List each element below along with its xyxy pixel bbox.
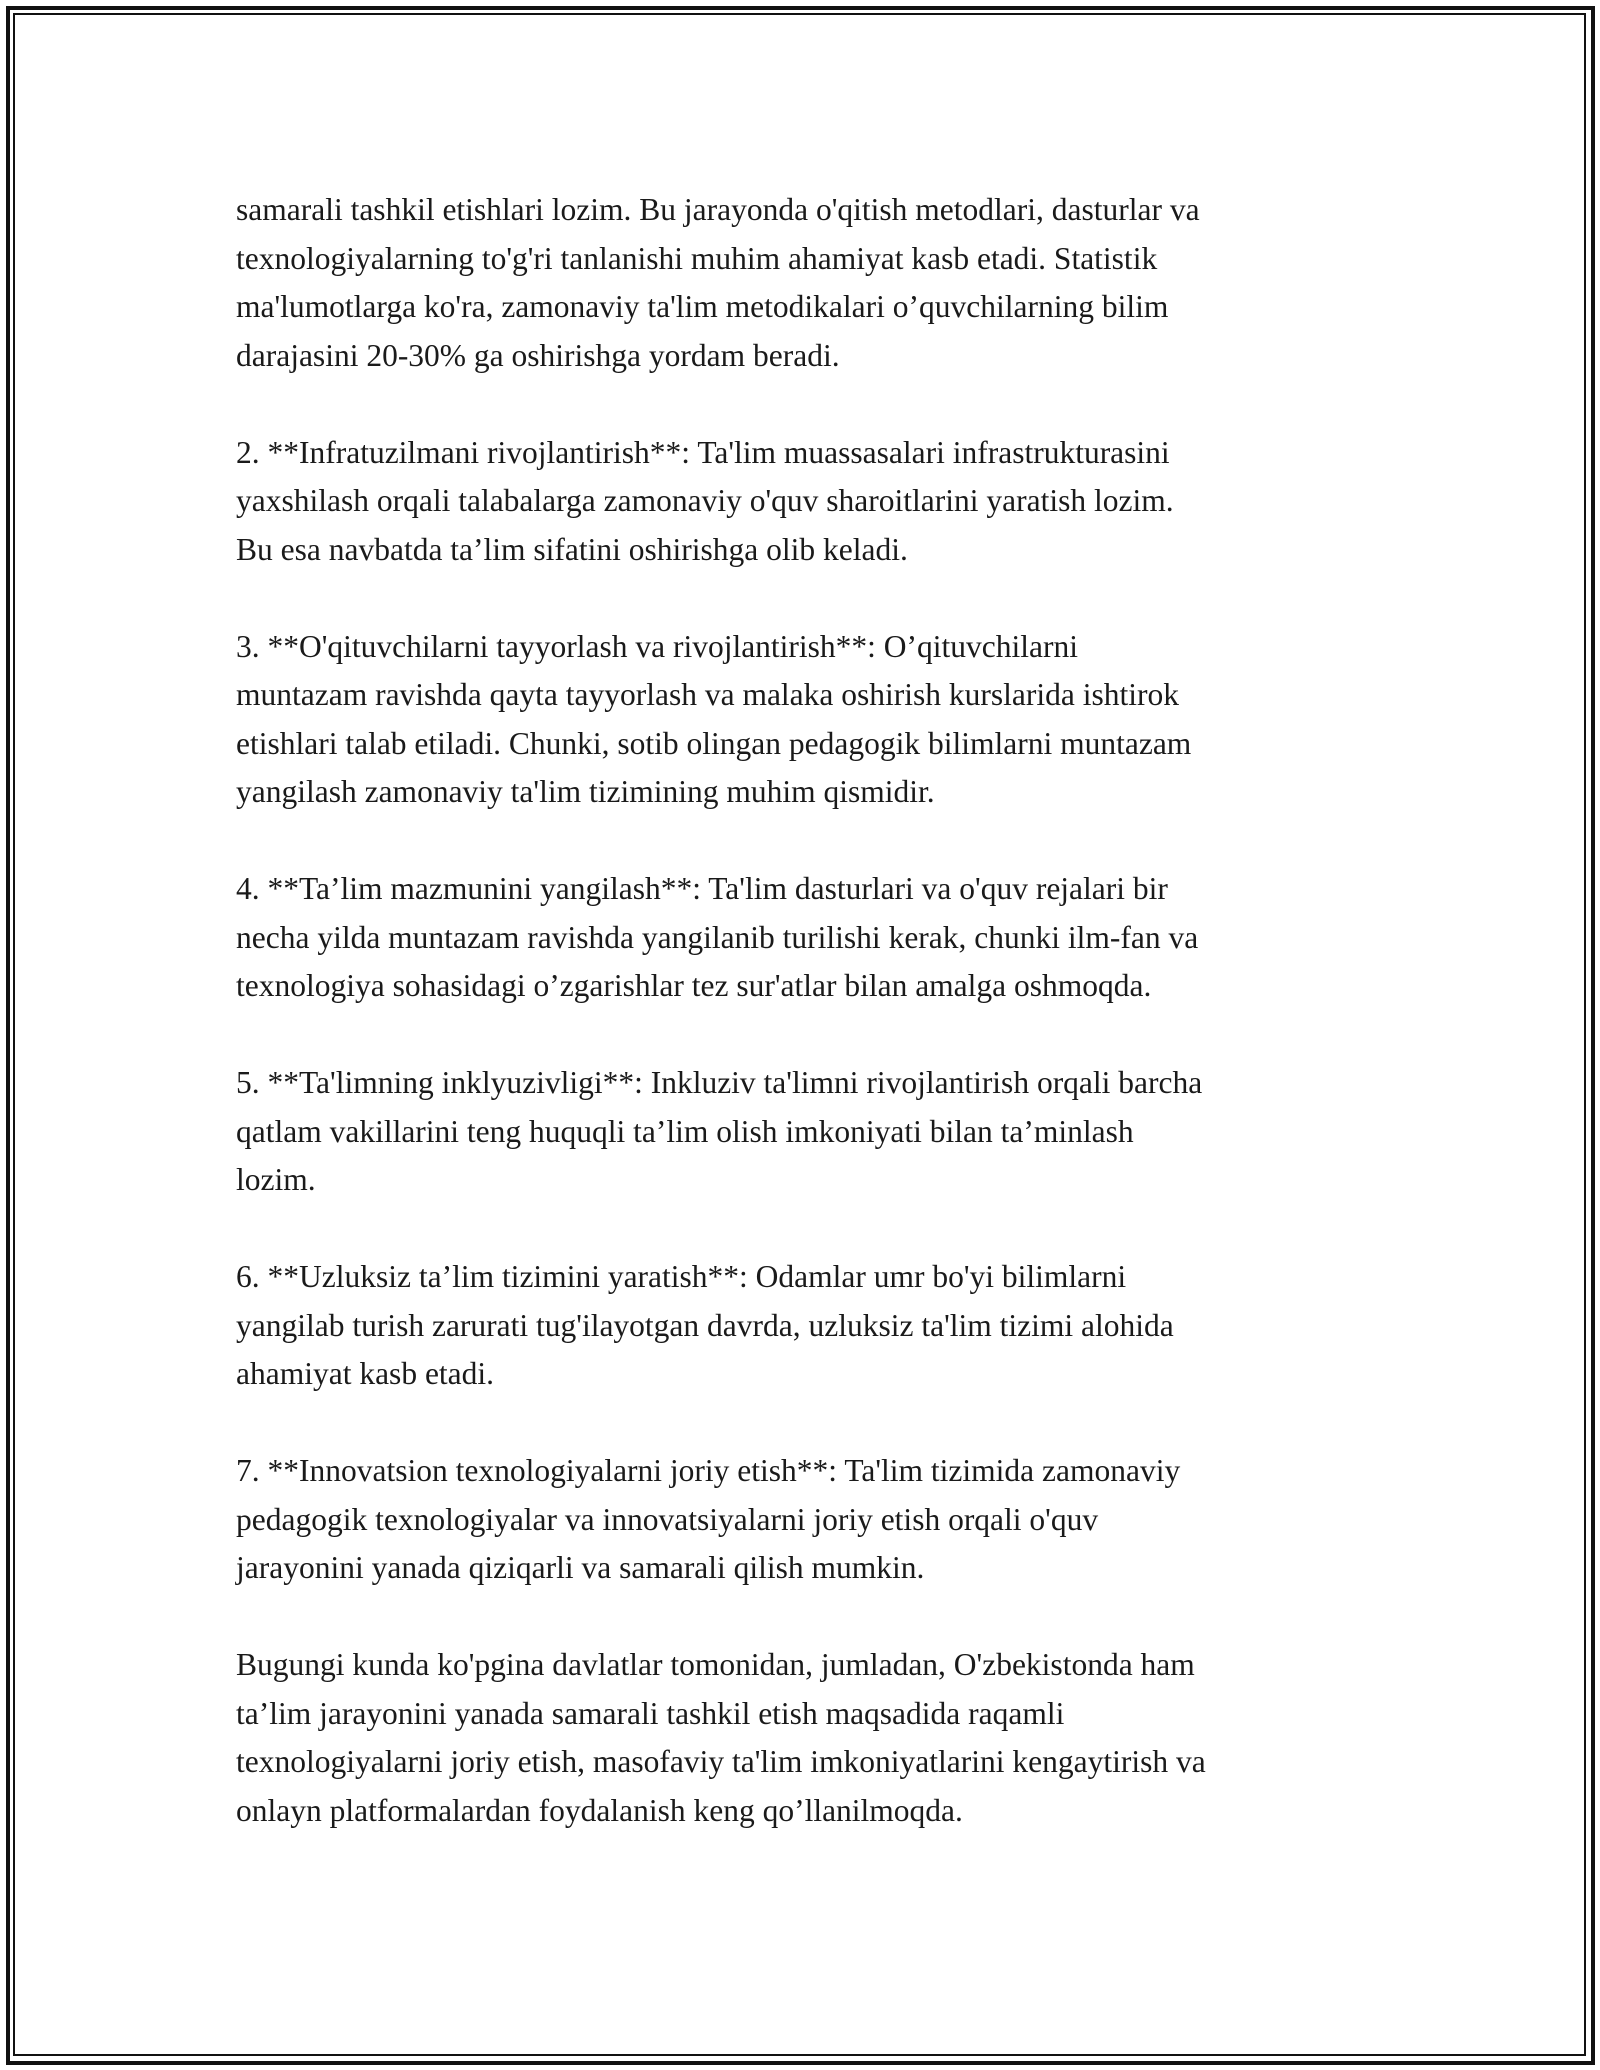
document-body — [236, 186, 1386, 1884]
paragraph-item-5: 5. **Ta'limning inklyuzivligi**: Inkluziv ta'limni rivojlantirish orqali barcha qatlam vakillarini teng huquqli ta’lim olish imkoniyati bilan ta’minlash lozim. — [236, 1065, 1203, 1197]
paragraph-item-2: 2. **Infratuzilmani rivojlantirish**: Ta'lim muassasalari infrastrukturasini yaxshilash orqali talabalarga zamonaviy o'quv sharoitlarini yaratish lozim. Bu esa navbatda ta’lim sifatini oshirishga olib keladi. — [236, 434, 1174, 567]
paragraph-intro: samarali tashkil etishlari lozim. Bu jarayonda o'qitish metodlari, dasturlar va texnologiyalarning to'g'ri tanlanishi muhim ahamiyat kasb etadi. Statistik ma'lumotlarga ko'ra, zamonaviy ta'lim metodikalari o’quvchilarning bilim darajasini 20-30% ga oshirishga yordam beradi. — [236, 192, 1200, 373]
paragraph-item-7: 7. **Innovatsion texnologiyalarni joriy etish**: Ta'lim tizimida zamonaviy pedagogik texnologiyalar va innovatsiyalarni joriy etish orqali o'quv jarayonini yanada qiziqarli va samarali qilish mumkin. — [236, 1453, 1181, 1585]
paragraph-item-3: 3. **O'qituvchilarni tayyorlash va rivojlantirish**: O’qituvchilarni muntazam ravishda qayta tayyorlash va malaka oshirish kurslarida ishtirok etishlari talab etiladi. Chunki, sotib olingan pedagogik bilimlarni muntazam yangilash zamonaviy ta'lim tizimining muhim qismidir. — [236, 628, 1192, 809]
paragraph-item-6: 6. **Uzluksiz ta’lim tizimini yaratish**: Odamlar umr bo'yi bilimlarni yangilab turish zarurati tug'ilayotgan davrda, uzluksiz ta'lim tizimi alohida ahamiyat kasb etadi. — [236, 1259, 1174, 1391]
paragraph-conclusion: Bugungi kunda ko'pgina davlatlar tomonidan, jumladan, O'zbekistonda ham ta’lim jarayonini yanada samarali tashkil etish maqsadida raqamli texnologiyalarni joriy etish, masofaviy ta'lim imkoniyatlarini kengaytirish va onlayn platformalardan foydalanish keng qo’llanilmoqda. — [236, 1647, 1206, 1828]
paragraph-item-4: 4. **Ta’lim mazmunini yangilash**: Ta'lim dasturlari va o'quv rejalari bir necha yilda muntazam ravishda yangilanib turilishi kerak, chunki ilm-fan va texnologiya sohasidagi o’zgarishlar tez sur'atlar bilan amalga oshmoqda. — [236, 871, 1199, 1003]
